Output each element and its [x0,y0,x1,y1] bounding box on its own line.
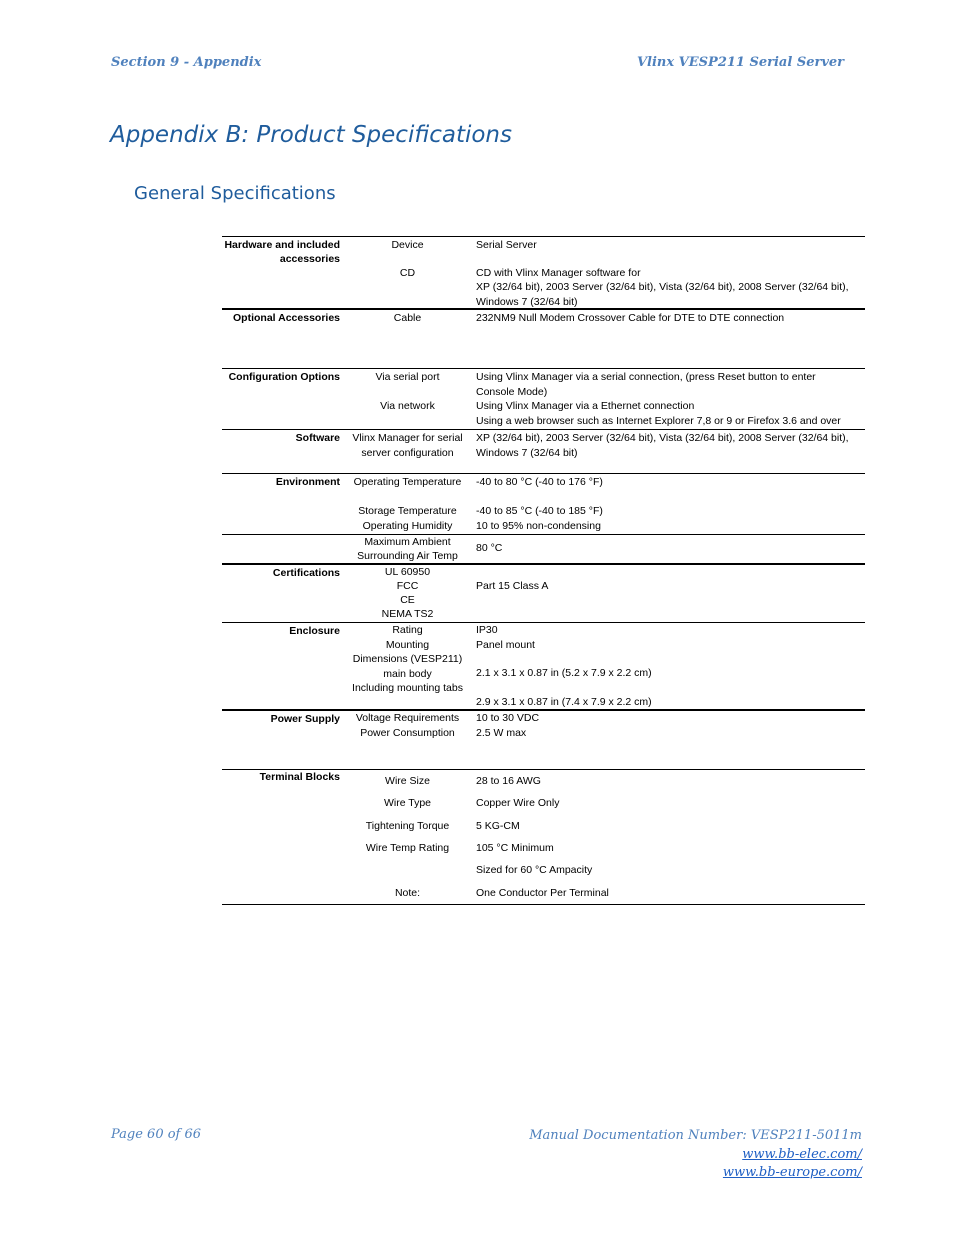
spec-value: 2.1 x 3.1 x 0.87 in (5.2 x 7.9 x 2.2 cm) [476,667,652,679]
spec-value: IP30 [476,624,498,636]
spec-group-configuration [222,368,865,429]
spec-value: 2.5 W max [476,727,527,739]
section-subtitle: General Specifications [134,183,336,204]
category-label: Configuration Options [228,371,340,383]
spec-group-terminal-blocks [222,769,865,904]
spec-group-environment [222,473,865,535]
spec-value: Using Vlinx Manager via a Ethernet connection [476,400,695,412]
param-label: FCC [396,580,419,592]
category-label: Environment [275,476,340,488]
category-label: Optional Accessories [233,312,340,324]
param-label: Wire Type [383,797,432,809]
bb-elec-link[interactable]: www.bb-elec.com/ [742,1146,862,1162]
param-label: Device [391,239,424,251]
spec-value: Using Vlinx Manager via a serial connection, (press Reset button to enter Console Mode) [476,371,816,398]
spec-group-enclosure [222,622,865,710]
param-label: Tightening Torque [365,820,450,832]
product-header: Vlinx VESP211 Serial Server [636,55,844,70]
footer-info [529,1127,862,1183]
category-label: Power Supply [270,713,340,725]
param-label: Dimensions (VESP211) main body [352,653,463,680]
param-label: UL 60950 [384,566,431,578]
spec-value: Using a web browser such as Internet Explorer 7,8 or 9 or Firefox 3.6 and over [476,415,841,427]
page-number: Page 60 of 66 [111,1127,202,1142]
spec-value: Sized for 60 °C Ampacity [476,864,593,876]
spec-value: 2.9 x 3.1 x 0.87 in (7.4 x 7.9 x 2.2 cm) [476,696,652,708]
spec-value: One Conductor Per Terminal [476,887,609,899]
spec-group-hardware [222,236,865,309]
section-header: Section 9 - Appendix [111,55,262,70]
spec-value: Serial Server [476,239,537,251]
spec-value: -40 to 80 °C (-40 to 176 °F) [476,476,603,488]
param-label: Operating Humidity [362,520,453,532]
param-label: Wire Size [385,775,430,787]
spec-value: 80 °C [476,542,503,554]
param-label: Rating [392,624,423,636]
param-label: Storage Temperature [358,505,457,517]
spec-group-environment-ambient [222,534,865,564]
param-label: Vlinx Manager for serial server configuration [352,432,463,459]
param-label: CE [400,594,415,606]
spec-value: XP (32/64 bit), 2003 Server (32/64 bit), Vista (32/64 bit), 2008 Server (32/64 bit), Windows 7 (32/64 bit) [476,281,849,308]
param-label: Wire Temp Rating [365,842,450,854]
spec-value: -40 to 85 °C (-40 to 185 °F) [476,505,603,517]
category-label: Terminal Blocks [259,771,340,783]
category-label: Certifications [272,567,340,579]
param-label: CD [399,267,416,279]
spec-value: CD with Vlinx Manager software for [476,267,641,279]
category-label: Enclosure [289,625,340,637]
param-label: Note: [394,887,421,899]
param-label: Maximum Ambient Surrounding Air Temp [357,536,458,562]
spec-group-software [222,429,865,474]
spec-group-certifications [222,563,865,623]
spec-value: Part 15 Class A [476,580,549,592]
param-label: Including mounting tabs [352,682,463,694]
param-label: Operating Temperature [353,476,462,488]
spec-value: 232NM9 Null Modem Crossover Cable for DTE to DTE connection [476,312,785,324]
spec-value: XP (32/64 bit), 2003 Server (32/64 bit), Vista (32/64 bit), 2008 Server (32/64 bit), Windows 7 (32/64 bit) [476,432,849,459]
spec-value: 10 to 95% non-condensing [476,520,601,532]
doc-number: Manual Documentation Number: VESP211-5011m [529,1128,862,1143]
spec-value: 10 to 30 VDC [476,712,540,724]
spec-group-optional-accessories [222,308,865,368]
page-title: Appendix B: Product Specifications [110,122,512,148]
param-label: Voltage Requirements [355,712,460,724]
param-label: Cable [393,312,422,324]
param-label: Via network [380,400,435,412]
spec-value: 28 to 16 AWG [476,775,541,787]
spec-value: 5 KG-CM [476,820,520,832]
table-bottom-rule [222,904,865,905]
category-label: Hardware and included accessories [224,239,340,265]
param-label: Power Consumption [360,727,455,739]
category-label: Software [295,432,340,444]
spec-group-power-supply [222,709,865,770]
spec-value: Copper Wire Only [476,797,560,809]
param-label: Mounting [385,639,430,651]
param-label: Via serial port [375,371,440,383]
param-label: NEMA TS2 [381,608,434,620]
spec-value: Panel mount [476,639,535,651]
bb-europe-link[interactable]: www.bb-europe.com/ [722,1165,862,1180]
spec-value: 105 °C Minimum [476,842,554,854]
